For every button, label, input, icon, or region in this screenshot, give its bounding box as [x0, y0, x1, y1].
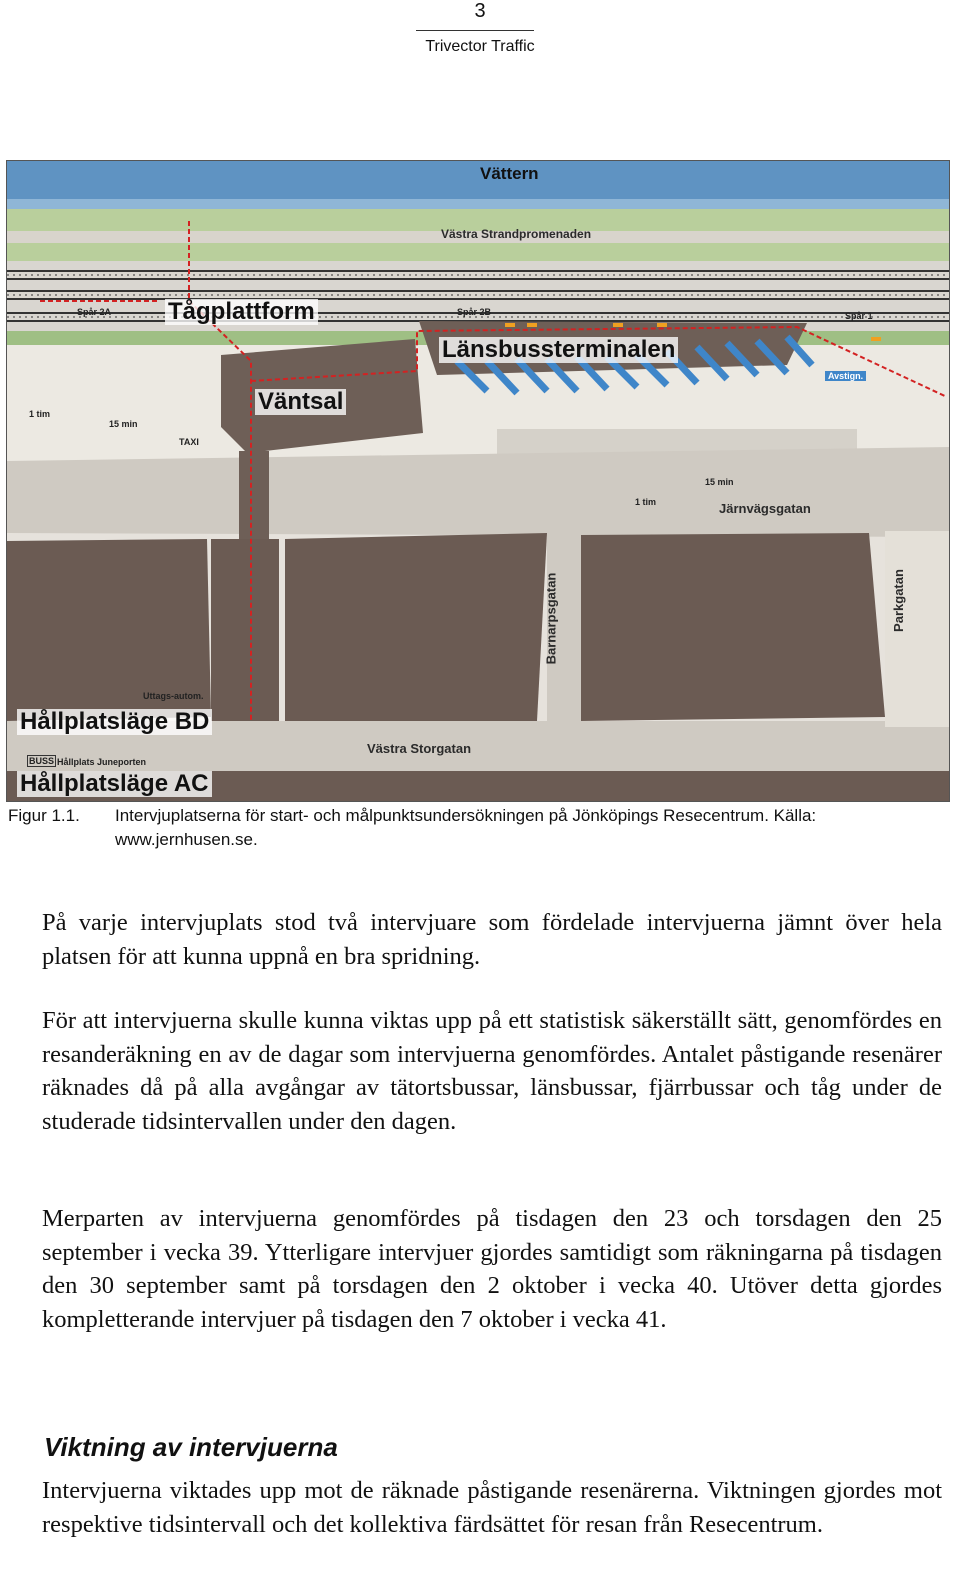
section-heading: Viktning av intervjuerna	[44, 1432, 338, 1462]
label-parking-1tim-left: 1 tim	[29, 409, 51, 419]
caption-text: Intervjuplatserna för start- och målpunktsundersökningen på Jönköpings Resecentrum. Källa: www.jernhusen.se.	[115, 806, 817, 849]
label-track-2a: Spår 2A	[77, 307, 112, 317]
label-track-1: Spår 1	[845, 311, 873, 321]
label-barnarpsgatan: Barnarpsgatan	[543, 572, 559, 665]
label-promenade: Västra Strandpromenaden	[441, 227, 592, 241]
label-uttag: Uttags-autom.	[143, 691, 204, 701]
station-map-figure	[6, 160, 950, 802]
label-stop-bd: Hållplatsläge BD	[17, 709, 212, 735]
label-terminal: Länsbussterminalen	[439, 337, 678, 363]
label-jarnvagsgatan: Järnvägsgatan	[719, 501, 811, 516]
corridor	[239, 451, 269, 551]
label-avstign: Avstign.	[825, 371, 866, 381]
paragraph-4: Intervjuerna viktades upp mot de räknade påstigande resenärerna. Viktningen gjordes mot respektive tidsintervall och det kollektiva färdsättet för resan från Resecentrum.	[42, 1477, 942, 1538]
header-divider	[416, 30, 534, 31]
label-parkgatan: Parkgatan	[890, 569, 906, 632]
caption-number: Figur 1.1.	[8, 806, 80, 825]
label-parking-15min-right: 15 min	[705, 477, 734, 487]
label-platform: Tågplattform	[165, 299, 318, 325]
label-vastra-storgatan: Västra Storgatan	[367, 741, 472, 756]
road-jarnvagsgatan	[7, 447, 949, 537]
label-juneporten: Hållplats Juneporten	[57, 757, 147, 767]
label-waiting-room: Väntsal	[255, 389, 346, 415]
map-graphic	[7, 161, 949, 801]
page-number: 3	[474, 0, 486, 22]
label-stop-ac: Hållplatsläge AC	[17, 771, 212, 797]
bus-icon: BUSS	[29, 756, 55, 766]
paragraph-1: På varje intervjuplats stod två intervjuare som fördelade intervjuerna jämnt över hela platsen för att kunna uppnå en bra spridning.	[42, 909, 942, 970]
paragraph-2: För att intervjuerna skulle kunna viktas upp på ett statistisk säkerställt sätt, genomfördes en resanderäkning en av de dagar som intervjuerna genomfördes. Antalet påstigande resenärer räknades då på alla avgångar av tätortsbussar, länsbussar, fjärrbussar och tåg under de studerade tidsintervallen under den dagen.	[42, 1007, 942, 1136]
label-lake: Vättern	[480, 164, 539, 183]
header-organization: Trivector Traffic	[425, 38, 535, 55]
label-parking-15min-left: 15 min	[109, 419, 138, 429]
label-parking-1tim-right: 1 tim	[635, 497, 657, 507]
paragraph-3: Merparten av intervjuerna genomfördes på tisdagen den 23 och torsdagen den 25 september i vecka 39. Ytterligare intervjuer gjordes samtidigt som räkningarna på tisdagen den 30 september samt på torsdagen den 2 oktober i vecka 40. Utöver detta gjordes kompletterande intervjuer på tisdagen den 7 oktober i vecka 41.	[42, 1205, 942, 1334]
label-track-2b: Spår 2B	[457, 307, 492, 317]
label-taxi: TAXI	[179, 437, 199, 447]
